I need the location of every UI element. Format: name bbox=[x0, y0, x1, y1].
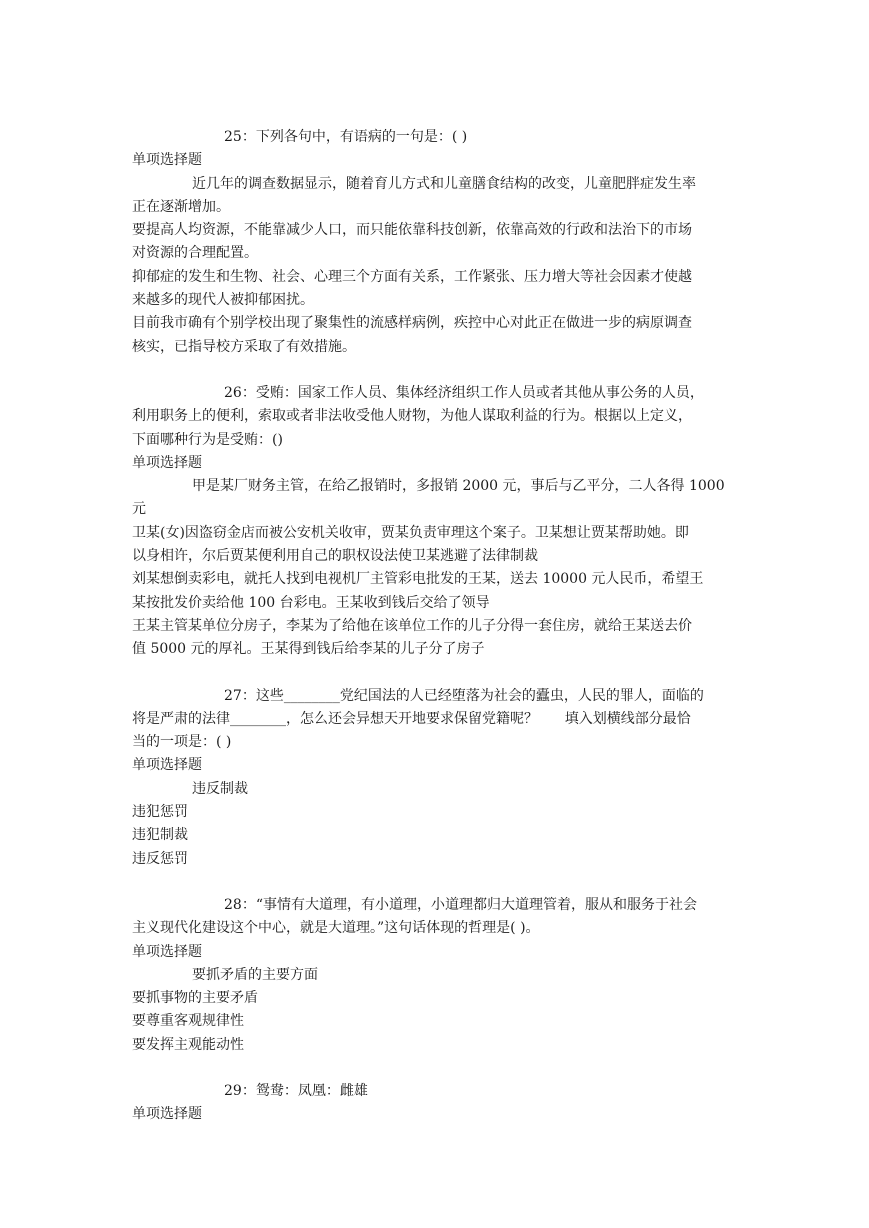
answer-option: 抑郁症的发生和生物、社会、心理三个方面有关系，工作紧张、压力增大等社会因素才使越 bbox=[132, 268, 692, 285]
answer-option: 元 bbox=[132, 501, 146, 518]
question-stem: 29：鸳鸯：凤凰：雌雄 bbox=[224, 1082, 368, 1099]
question-block bbox=[132, 894, 738, 1057]
answer-option: 违反制裁 bbox=[192, 780, 248, 797]
answer-option: 目前我市确有个别学校出现了聚集性的流感样病例，疾控中心对此正在做进一步的病原调查 bbox=[132, 315, 692, 332]
question-stem: 将是严肃的法律________，怎么还会异想天开地要求保留党籍呢？ 填入划横线部分最恰 bbox=[132, 710, 691, 727]
answer-option: 王某主管某单位分房子，李某为了给他在该单位工作的儿子分得一套住房，就给王某送去价 bbox=[132, 617, 692, 634]
question-stem: 利用职务上的便利，索取或者非法收受他人财物，为他人谋取利益的行为。根据以上定义， bbox=[132, 408, 692, 425]
question-block bbox=[132, 382, 738, 662]
answer-option: 要抓事物的主要矛盾 bbox=[132, 990, 258, 1007]
answer-option: 要提高人均资源，不能靠减少人口，而只能依靠科技创新，依靠高效的行政和法治下的市场 bbox=[132, 222, 692, 239]
question-type-label: 单项选择题 bbox=[132, 152, 202, 169]
answer-option: 正在逐渐增加。 bbox=[132, 198, 230, 215]
question-stem: 27：这些________党纪国法的人已经堕落为社会的蠹虫，人民的罪人，面临的 bbox=[224, 687, 704, 704]
answer-option: 要抓矛盾的主要方面 bbox=[192, 966, 318, 983]
question-block bbox=[132, 685, 738, 871]
question-block bbox=[132, 1080, 738, 1127]
answer-option: 要尊重客观规律性 bbox=[132, 1013, 244, 1030]
question-stem: 主义现代化建设这个中心，就是大道理。”这句话体现的哲理是( )。 bbox=[132, 920, 540, 937]
question-stem: 26：受贿：国家工作人员、集体经济组织工作人员或者其他从事公务的人员， bbox=[224, 384, 704, 401]
answer-option: 值 5000 元的厚礼。王某得到钱后给李某的儿子分了房子 bbox=[132, 641, 485, 658]
answer-option: 近几年的调查数据显示，随着育儿方式和儿童膳食结构的改变，儿童肥胖症发生率 bbox=[192, 175, 696, 192]
question-stem: 28：“事情有大道理，有小道理，小道理都归大道理管着，服从和服务于社会 bbox=[224, 896, 697, 913]
answer-option: 要发挥主观能动性 bbox=[132, 1036, 244, 1053]
question-block bbox=[132, 126, 738, 359]
question-stem: 下面哪种行为是受贿：() bbox=[132, 431, 283, 448]
answer-option: 对资源的合理配置。 bbox=[132, 245, 258, 262]
answer-option: 某按批发价卖给他 100 台彩电。王某收到钱后交给了领导 bbox=[132, 594, 490, 611]
question-list bbox=[132, 126, 738, 1150]
answer-option: 核实，已指导校方采取了有效措施。 bbox=[132, 338, 356, 355]
answer-option: 甲是某厂财务主管，在给乙报销时，多报销 2000 元，事后与乙平分，二人各得 1000 bbox=[192, 478, 725, 495]
answer-option: 以身相许，尔后贾某便利用自己的职权设法使卫某逃避了法律制裁 bbox=[132, 548, 538, 565]
question-type-label: 单项选择题 bbox=[132, 454, 202, 471]
answer-option: 违犯制裁 bbox=[132, 827, 188, 844]
answer-option: 卫某(女)因盗窃金店而被公安机关收审，贾某负责审理这个案子。卫某想让贾某帮助她。即 bbox=[132, 524, 689, 541]
question-type-label: 单项选择题 bbox=[132, 1106, 202, 1123]
answer-option: 刘某想倒卖彩电，就托人找到电视机厂主管彩电批发的王某，送去 10000 元人民币，希望王 bbox=[132, 571, 704, 588]
answer-option: 来越多的现代人被抑郁困扰。 bbox=[132, 292, 314, 309]
question-type-label: 单项选择题 bbox=[132, 757, 202, 774]
answer-option: 违反惩罚 bbox=[132, 850, 188, 867]
question-type-label: 单项选择题 bbox=[132, 943, 202, 960]
answer-option: 违犯惩罚 bbox=[132, 804, 188, 821]
question-stem: 25：下列各句中，有语病的一句是：( ) bbox=[224, 129, 468, 145]
question-stem: 当的一项是：( ) bbox=[132, 734, 232, 751]
